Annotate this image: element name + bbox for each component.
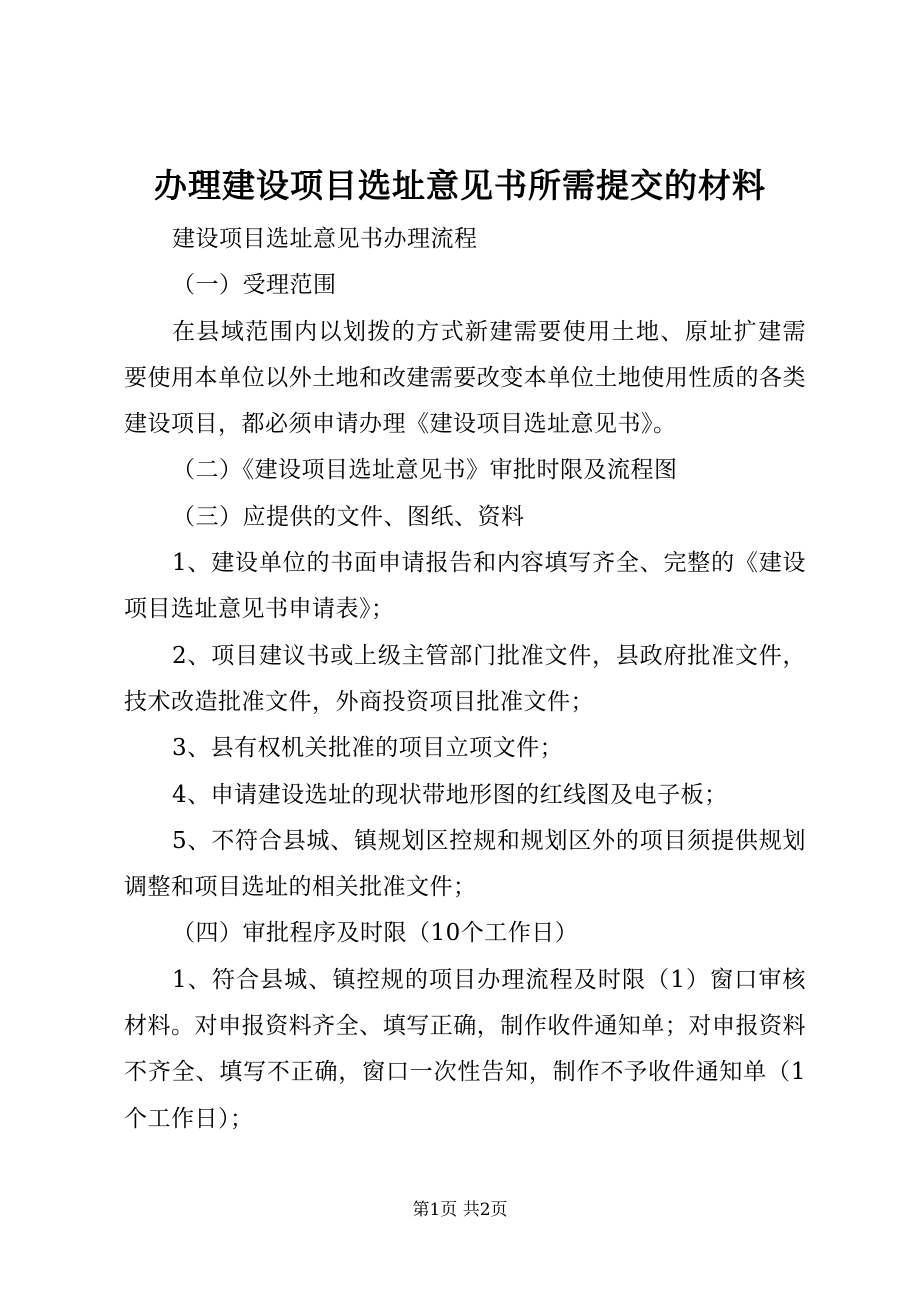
paragraph-procedure-1: 1、符合县城、镇控规的项目办理流程及时限（1）窗口审核材料。对申报资料齐全、填写正确，制作收件通知单；对申报资料不齐全、填写不正确，窗口一次性告知，制作不予收件通知单（1个工作日）； [124, 966, 806, 1132]
paragraph-item-5: 5、不符合县城、镇规划区控规和规划区外的项目须提供规划调整和项目选址的相关批准文件； [124, 827, 806, 901]
document-title: 办理建设项目选址意见书所需提交的材料 [154, 166, 766, 205]
paragraph-item-1: 1、建设单位的书面申请报告和内容填写齐全、完整的《建设项目选址意见书申请表》； [124, 550, 806, 623]
paragraph-section-3-heading: （三）应提供的文件、图纸、资料 [172, 503, 525, 530]
paragraph-section-4-heading: （四）审批程序及时限（10个工作日） [172, 920, 579, 947]
paragraph-scope: 在县域范围内以划拨的方式新建需要使用土地、原址扩建需要使用本单位以外土地和改建需要改变本单位土地使用性质的各类建设项目，都必须申请办理《建设项目选址意见书》。 [124, 318, 806, 438]
document-body [124, 216, 806, 1142]
paragraph-section-1-heading: （一）受理范围 [172, 272, 337, 299]
paragraph-item-2: 2、项目建议书或上级主管部门批准文件，县政府批准文件，技术改造批准文件，外商投资项目批准文件； [124, 642, 806, 715]
page-footer: 第1页 共2页 [412, 1200, 508, 1220]
paragraph-item-3: 3、县有权机关批准的项目立项文件； [172, 735, 564, 762]
paragraph-section-2-heading: （二）《建设项目选址意见书》审批时限及流程图 [172, 457, 678, 484]
paragraph-item-4: 4、申请建设选址的现状带地形图的红线图及电子板； [172, 781, 728, 808]
paragraph-process-heading: 建设项目选址意见书办理流程 [172, 226, 478, 252]
